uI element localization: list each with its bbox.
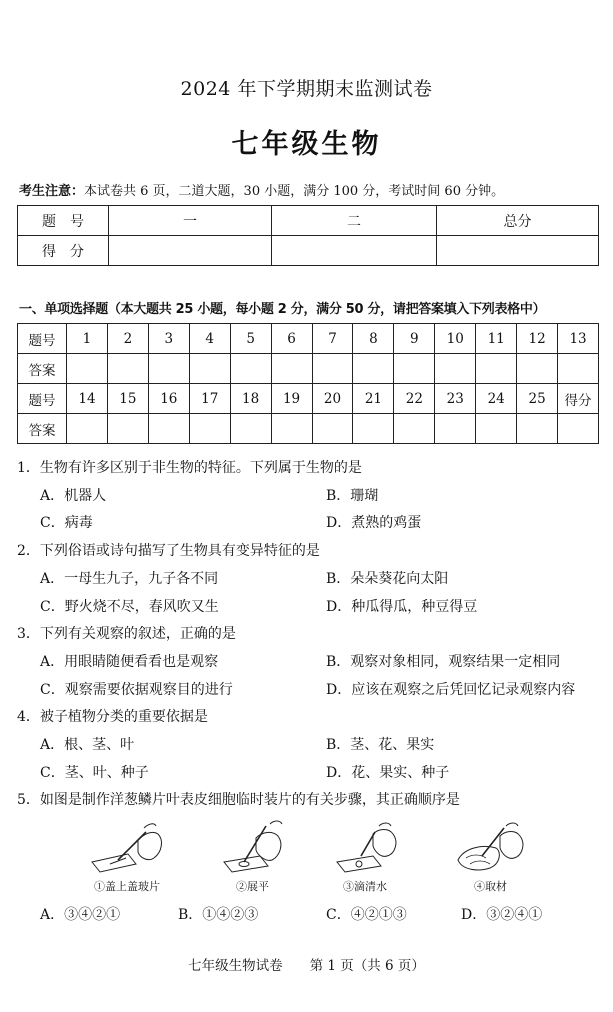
score-table	[17, 205, 599, 266]
answer-cell[interactable]	[67, 414, 108, 444]
answer-cell[interactable]	[435, 414, 476, 444]
question-3-stem: 3．下列有关观察的叙述，正确的是	[17, 626, 236, 642]
answer-cell[interactable]	[148, 414, 189, 444]
section-title: 一、单项选择题（本大题共 25 小题，每小题 2 分，满分 50 分，请把答案填入下列表格中）	[19, 302, 546, 317]
question-number: 19	[271, 384, 312, 414]
score-table-points-row	[18, 236, 599, 266]
answer-cell[interactable]	[189, 354, 230, 384]
question-number: 2	[107, 324, 148, 354]
question-number: 22	[394, 384, 435, 414]
notice-label: 考生注意：	[19, 184, 85, 199]
page-footer: 七年级生物试卷 第 1 页（共 6 页）	[188, 958, 425, 974]
question-number: 12	[517, 324, 558, 354]
question-4-option-a: A．根、茎、叶	[40, 737, 135, 753]
step-1-caption: ①盖上盖玻片	[94, 880, 160, 893]
step-take-sample-illustration	[456, 818, 536, 876]
notice-text: 本试卷共 6 页，二道大题，30 小题，满分 100 分，考试时间 60 分钟。	[84, 184, 505, 199]
step-flatten-illustration	[222, 818, 302, 876]
question-1-option-c: C．病毒	[40, 515, 93, 531]
question-number: 16	[148, 384, 189, 414]
question-number: 3	[148, 324, 189, 354]
answer-table-answer-row	[18, 414, 599, 444]
answer-cell[interactable]	[107, 414, 148, 444]
answer-cell[interactable]	[435, 354, 476, 384]
question-number-label: 题号	[18, 384, 67, 414]
answer-label: 答案	[18, 414, 67, 444]
step-2-caption: ②展平	[236, 880, 269, 893]
answer-table-number-row	[18, 324, 599, 354]
question-3-option-a: A．用眼睛随便看看也是观察	[40, 654, 219, 670]
question-number: 11	[476, 324, 517, 354]
answer-cell[interactable]	[353, 414, 394, 444]
step-cover-slip-illustration	[88, 818, 168, 876]
question-number: 18	[230, 384, 271, 414]
score-points-blank[interactable]	[437, 236, 599, 266]
score-table-header-row	[18, 206, 599, 236]
question-number: 23	[435, 384, 476, 414]
question-number: 25	[517, 384, 558, 414]
question-4-stem: 4．被子植物分类的重要依据是	[17, 709, 208, 725]
score-cell-label: 题 号	[18, 206, 109, 236]
question-number: 9	[394, 324, 435, 354]
question-number: 13	[558, 324, 599, 354]
answer-cell[interactable]	[148, 354, 189, 384]
question-3-option-b: B．观察对象相同，观察结果一定相同	[326, 654, 561, 670]
step-3-caption: ③滴清水	[343, 880, 387, 893]
answer-table-number-row	[18, 384, 599, 414]
question-number: 24	[476, 384, 517, 414]
question-2-option-a: A．一母生九子，九子各不同	[40, 571, 219, 587]
question-number: 17	[189, 384, 230, 414]
score-label: 得分	[558, 384, 599, 414]
question-number: 20	[312, 384, 353, 414]
answer-cell[interactable]	[558, 354, 599, 384]
question-number: 21	[353, 384, 394, 414]
exam-title: 2024 年下学期期末监测试卷	[180, 78, 433, 100]
question-5-option-c: C．④②①③	[326, 907, 407, 923]
question-1-option-b: B．珊瑚	[326, 488, 379, 504]
step-4-caption: ④取材	[474, 880, 507, 893]
answer-cell[interactable]	[189, 414, 230, 444]
answer-cell[interactable]	[230, 414, 271, 444]
question-5-option-b: B．①④②③	[178, 907, 259, 923]
answer-cell[interactable]	[312, 354, 353, 384]
question-1-option-d: D．煮熟的鸡蛋	[326, 515, 422, 531]
answer-cell[interactable]	[394, 414, 435, 444]
question-2-option-c: C．野火烧不尽，春风吹又生	[40, 599, 219, 615]
question-number: 14	[67, 384, 108, 414]
question-4-option-d: D．花、果实、种子	[326, 765, 450, 781]
answer-cell[interactable]	[67, 354, 108, 384]
question-number: 10	[435, 324, 476, 354]
score-points-label: 得 分	[18, 236, 109, 266]
question-4-option-b: B．茎、花、果实	[326, 737, 435, 753]
question-2-stem: 2．下列俗语或诗句描写了生物具有变异特征的是	[17, 543, 320, 559]
score-cell-part1: 一	[109, 206, 272, 236]
question-number: 5	[230, 324, 271, 354]
answer-cell[interactable]	[517, 414, 558, 444]
question-5-stem: 5．如图是制作洋葱鳞片叶表皮细胞临时装片的有关步骤，其正确顺序是	[17, 792, 460, 808]
question-5-option-a: A．③④②①	[40, 907, 121, 923]
answer-cell[interactable]	[394, 354, 435, 384]
answer-cell[interactable]	[476, 354, 517, 384]
step-drip-water-illustration	[335, 818, 415, 876]
subject-title: 七年级生物	[231, 129, 382, 160]
answer-cell[interactable]	[353, 354, 394, 384]
answer-label: 答案	[18, 354, 67, 384]
answer-cell[interactable]	[271, 414, 312, 444]
question-1-stem: 1．生物有许多区别于非生物的特征。下列属于生物的是	[17, 460, 362, 476]
score-points-blank[interactable]	[272, 236, 437, 266]
question-number: 6	[271, 324, 312, 354]
answer-cell[interactable]	[312, 414, 353, 444]
answer-cell[interactable]	[517, 354, 558, 384]
question-number: 4	[189, 324, 230, 354]
question-number: 7	[312, 324, 353, 354]
question-4-option-c: C．茎、叶、种子	[40, 765, 149, 781]
score-cell-total: 总分	[437, 206, 599, 236]
score-cell-part2: 二	[272, 206, 437, 236]
score-cell[interactable]	[558, 414, 599, 444]
question-2-option-b: B．朵朵葵花向太阳	[326, 571, 449, 587]
question-number: 8	[353, 324, 394, 354]
score-points-blank[interactable]	[109, 236, 272, 266]
question-number-label: 题号	[18, 324, 67, 354]
answer-cell[interactable]	[230, 354, 271, 384]
question-5-option-d: D．③②④①	[461, 907, 543, 923]
question-number: 1	[67, 324, 108, 354]
exam-notice	[19, 180, 504, 199]
question-3-option-c: C．观察需要依据观察目的进行	[40, 682, 233, 698]
answer-cell[interactable]	[107, 354, 148, 384]
answer-table	[17, 323, 599, 444]
answer-table-answer-row	[18, 354, 599, 384]
answer-cell[interactable]	[271, 354, 312, 384]
question-2-option-d: D．种瓜得瓜，种豆得豆	[326, 599, 478, 615]
question-1-option-a: A．机器人	[40, 488, 107, 504]
question-number: 15	[107, 384, 148, 414]
question-3-option-d: D．应该在观察之后凭回忆记录观察内容	[326, 682, 576, 698]
answer-cell[interactable]	[476, 414, 517, 444]
